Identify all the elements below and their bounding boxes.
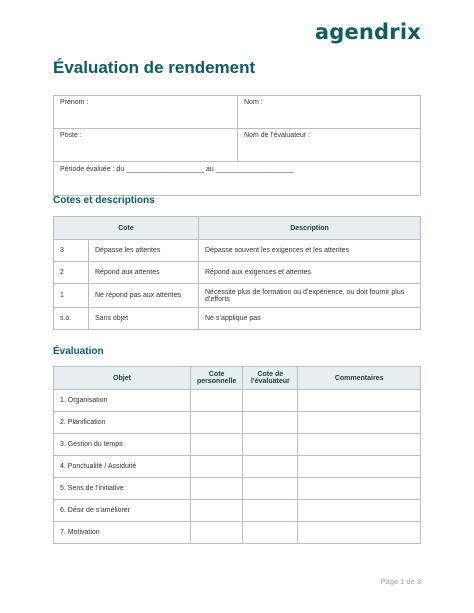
cote-personnelle-cell[interactable] [191,456,243,478]
evaluation-item: 6. Désir de s’améliorer [54,500,191,522]
commentaires-cell[interactable] [298,390,421,412]
cote-personnelle-cell[interactable] [191,500,243,522]
cote-description: Ne s’applique pas [199,308,421,330]
cote-personnelle-cell[interactable] [191,478,243,500]
evaluation-item: 3. Gestion du temps [54,434,191,456]
table-row [54,456,421,478]
evaluation-item: 4. Ponctualité / Assiduité [54,456,191,478]
cote-personnelle-cell[interactable] [191,390,243,412]
table-row [54,478,421,500]
cote-personnelle-header: Cote personnelle [191,367,243,390]
cotes-table [53,216,421,330]
commentaires-cell[interactable] [298,456,421,478]
cote-code: 1 [54,284,89,308]
evaluation-item: 7. Motivation [54,522,191,544]
commentaires-cell[interactable] [298,478,421,500]
table-row [54,412,421,434]
table-row [54,284,421,308]
table-row [54,500,421,522]
cote-evaluateur-cell[interactable] [243,390,298,412]
cote-header: Cote [54,217,199,240]
cote-description: Dépasse souvent les exigences et les attentes [199,240,421,262]
cote-evaluateur-cell[interactable] [243,500,298,522]
cote-description: Nécessite plus de formation ou d’expérience, ou doit fournir plus d’efforts [199,284,421,308]
description-header: Description [199,217,421,240]
employee-info-table [53,95,421,196]
cote-code: 3 [54,240,89,262]
cote-evaluateur-cell[interactable] [243,522,298,544]
periode-field[interactable]: Période évaluée : du ____________________ au ____________________ [54,162,421,196]
commentaires-cell[interactable] [298,522,421,544]
cotes-section-title: Cotes et descriptions [53,195,155,206]
evaluation-section-title: Évaluation [53,346,104,357]
prenom-field[interactable]: Prénom : [54,96,238,129]
table-row [54,390,421,412]
cote-label: Dépasse les attentes [89,240,199,262]
page-title: Évaluation de rendement [53,58,256,77]
commentaires-cell[interactable] [298,412,421,434]
cote-personnelle-cell[interactable] [191,412,243,434]
commentaires-header: Commentaires [298,367,421,390]
cote-evaluateur-cell[interactable] [243,412,298,434]
evaluation-item: 5. Sens de l’initiative [54,478,191,500]
agendrix-logo: agendrix [314,20,421,44]
table-row [54,240,421,262]
objet-header: Objet [54,367,191,390]
nom-field[interactable]: Nom : [238,96,421,129]
poste-field[interactable]: Poste : [54,129,238,162]
evaluation-item: 2. Planification [54,412,191,434]
table-row [54,434,421,456]
evaluation-item: 1. Organisation [54,390,191,412]
table-row [54,262,421,284]
cote-evaluateur-cell[interactable] [243,434,298,456]
cote-label: Répond aux attentes [89,262,199,284]
commentaires-cell[interactable] [298,434,421,456]
cote-evaluateur-header: Cote de l’évaluateur [243,367,298,390]
cote-label: Ne répond pas aux attentes [89,284,199,308]
cote-label: Sans objet [89,308,199,330]
page-number: Page 1 de 3 [380,577,421,586]
table-row [54,308,421,330]
evaluation-table [53,366,421,544]
evaluateur-field[interactable]: Nom de l’évaluateur : [238,129,421,162]
cote-personnelle-cell[interactable] [191,522,243,544]
cote-personnelle-cell[interactable] [191,434,243,456]
table-row [54,522,421,544]
cote-description: Répond aux exigences et attentes [199,262,421,284]
cote-evaluateur-cell[interactable] [243,456,298,478]
cote-code: 2 [54,262,89,284]
cote-evaluateur-cell[interactable] [243,478,298,500]
commentaires-cell[interactable] [298,500,421,522]
cote-code: s.o. [54,308,89,330]
